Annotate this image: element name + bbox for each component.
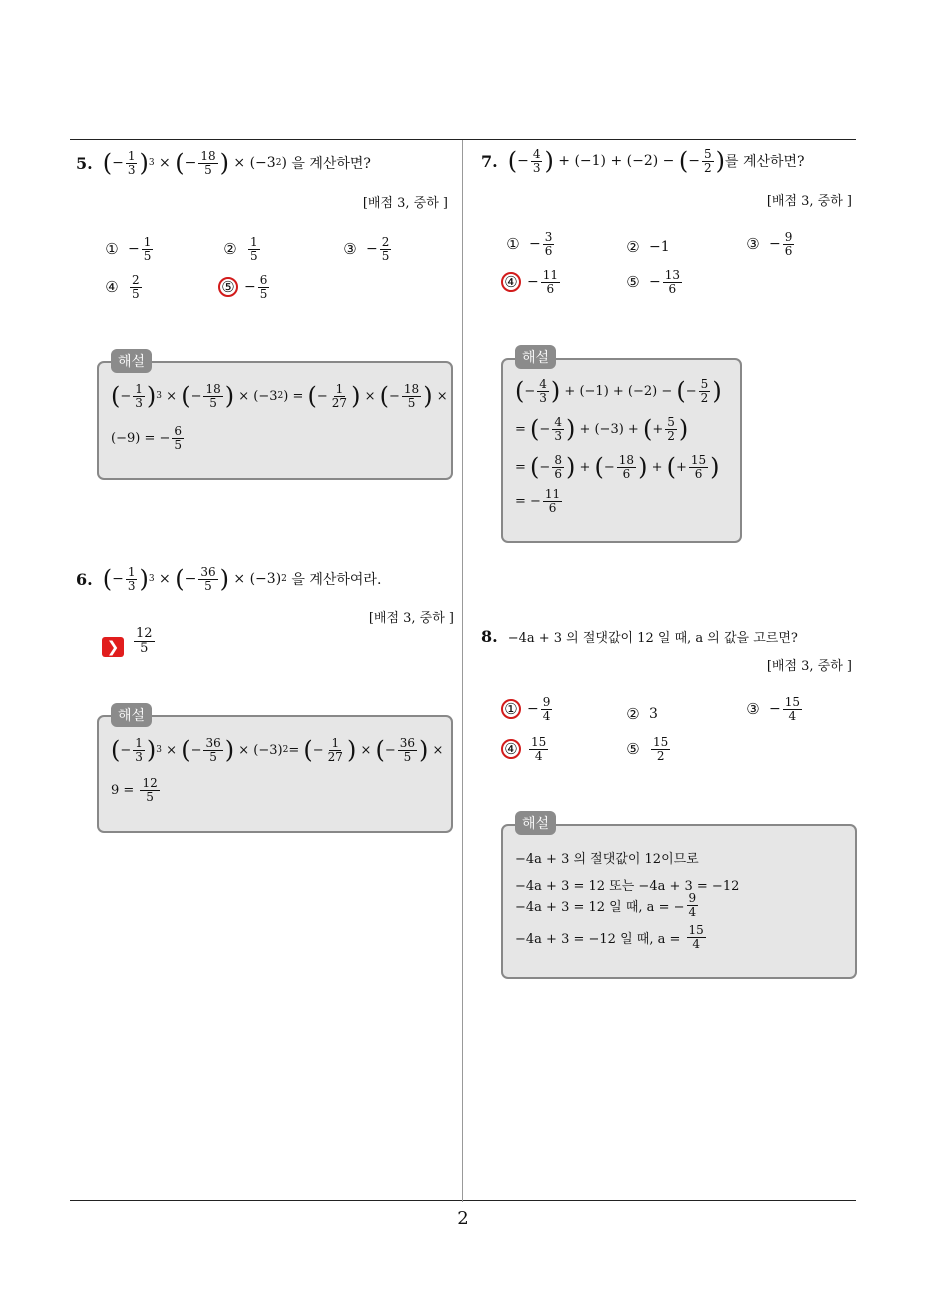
solution-box [97,715,453,833]
question-meta: [배점 3, 중하 ] [362,196,448,211]
question-number: 6. [76,569,93,589]
question-meta: [배점 3, 중하 ] [766,659,852,674]
option-3[interactable]: ③ − $\frac{9}{6}$ [746,230,793,258]
option-3[interactable]: ③ − $\frac{2}{5}$ [343,235,390,263]
question-expression: ( − $\frac{4}{3}$ ) + (−1) + (−2) − ( − $\frac{5}{2}$ ) [507,147,725,176]
bottom-rule [70,1200,856,1201]
solution-line: −4a + 3 의 절댓값이 12이므로 [515,852,699,867]
solution-box [97,361,453,480]
solution-line: = ( − $\frac{8}{6}$ ) + ( − $\frac{18}{6}$ ) + ( + $\frac{15}{6}$ ) [515,453,720,482]
solution-line: = − $\frac{11}{6}$ [515,487,561,515]
question-7 [481,148,805,174]
question-text: 을 계산하면? [291,156,371,173]
question-text: 을 계산하여라. [291,572,382,589]
option-4-correct[interactable]: ④ − $\frac{11}{6}$ [501,269,562,295]
question-5 [76,150,371,176]
solution-tag: 해설 [515,345,556,369]
option-2[interactable]: ② 3 [626,705,658,723]
option-4-correct[interactable]: ④ $\frac{15}{4}$ [501,736,550,762]
correct-answer-circle-icon: ④ [501,272,521,292]
solution-box [501,824,857,979]
question-meta: [배점 3, 중하 ] [766,194,852,209]
question-number: 8. [481,627,498,646]
option-5[interactable]: ⑤ − $\frac{13}{6}$ [626,268,681,296]
question-expression: ( − $\frac{1}{3}$ ) 3 × ( − $\frac{18}{5}$ ) × (−3 2 ) [102,149,292,178]
correct-answer-circle-icon: ⑤ [218,277,238,297]
solution-line: −4a + 3 = 12 일 때, a = − $\frac{9}{4}$ [515,891,697,919]
option-1[interactable]: ① − $\frac{3}{6}$ [506,230,553,258]
solution-line: (−9) = − $\frac{6}{5}$ [111,424,182,452]
solution-line: ( − $\frac{1}{3}$ ) 3 × ( − $\frac{36}{5}$ ) × (−3) 2 = ( − $\frac{1}{27}$ ) × ( − $\frac{36}{5}$ ) × [111,736,444,765]
answer-value: $\frac{12}{5}$ [136,626,153,656]
question-8 [481,627,798,646]
question-6 [76,566,381,592]
option-1-correct[interactable]: ① − $\frac{9}{4}$ [501,696,554,722]
solution-tag: 해설 [111,703,152,727]
solution-line: −4a + 3 = −12 일 때, a = $\frac{15}{4}$ [515,923,704,951]
answer-arrow-icon: ❯ [102,637,124,657]
question-text: −4a + 3 의 절댓값이 12 일 때, a 의 값을 고르면? [507,631,798,646]
correct-answer-circle-icon: ④ [501,739,521,759]
solution-line: ( − $\frac{1}{3}$ ) 3 × ( − $\frac{18}{5}$ ) × (−3 2 ) = ( − $\frac{1}{27}$ ) × ( − $\frac{18}{5}$ ) × [111,382,448,411]
question-meta: [배점 3, 중하 ] [368,611,454,626]
solution-line: = ( − $\frac{4}{3}$ ) + (−3) + ( + $\frac{5}{2}$ ) [515,415,689,444]
option-5-correct[interactable]: ⑤ − $\frac{6}{5}$ [218,274,271,300]
option-2[interactable]: ② −1 [626,238,670,256]
solution-tag: 해설 [111,349,152,373]
option-5[interactable]: ⑤ $\frac{15}{2}$ [626,735,669,763]
question-expression: ( − $\frac{1}{3}$ ) 3 × ( − $\frac{36}{5}$ ) × (−3) 2 [102,565,287,594]
solution-box [501,358,742,543]
option-1[interactable]: ① − $\frac{1}{5}$ [105,235,152,263]
solution-line: 9 = $\frac{12}{5}$ [111,776,158,804]
option-4[interactable]: ④ $\frac{2}{5}$ [105,273,140,301]
option-3[interactable]: ③ − $\frac{15}{4}$ [746,695,801,723]
question-number: 7. [481,151,498,171]
solution-line: −4a + 3 = 12 또는 −4a + 3 = −12 [515,879,740,894]
solution-tag: 해설 [515,811,556,835]
option-2[interactable]: ② $\frac{1}{5}$ [223,235,258,263]
question-number: 5. [76,153,93,173]
top-rule [70,139,856,140]
column-divider [462,140,463,1202]
solution-line: ( − $\frac{4}{3}$ ) + (−1) + (−2) − ( − $\frac{5}{2}$ ) [515,377,722,406]
question-text: 를 계산하면? [724,154,805,171]
page-number: 2 [457,1208,469,1229]
correct-answer-circle-icon: ① [501,699,521,719]
